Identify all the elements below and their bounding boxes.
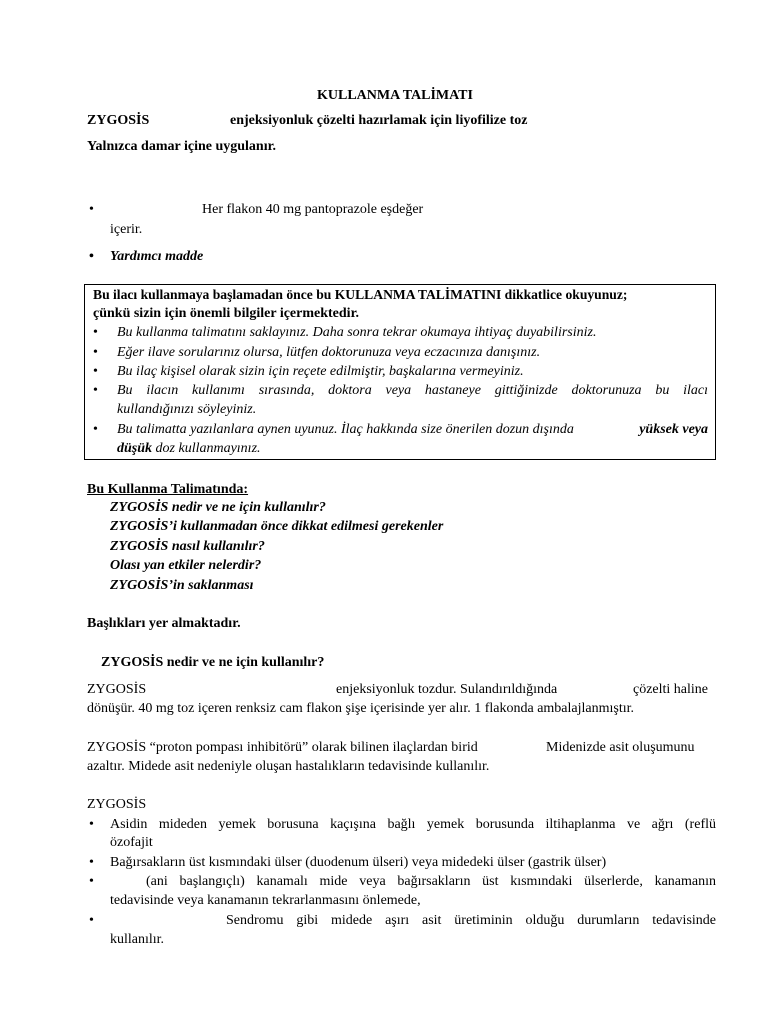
- bullet-marker: •: [89, 874, 94, 889]
- toc-item-4: Olası yan etkiler nelerdir?: [110, 558, 262, 573]
- section-1-heading: ZYGOSİS nedir ve ne için kullanılır?: [101, 655, 325, 670]
- product-name: ZYGOSİS: [87, 113, 150, 128]
- toc-item-5: ZYGOSİS’in saklanması: [110, 578, 254, 593]
- use-item-3: (ani başlangıçlı) kanamalı mide veya bağırsakların üst kısmındaki ülserlerde, kanamanın: [146, 874, 716, 889]
- notice-item-4-cont: kullandığınızı söyleyiniz.: [117, 402, 257, 417]
- notice-line-1: Bu ilacı kullanmaya başlamadan önce bu KULLANMA TALİMATINI dikkatlice okuyunuz;: [93, 287, 628, 302]
- toc-item-2: ZYGOSİS’i kullanmadan önce dikkat edilmesi gerekenler: [110, 519, 444, 534]
- para1-b: enjeksiyonluk tozdur. Sulandırıldığında: [336, 682, 558, 697]
- toc-footer: Başlıkları yer almaktadır.: [87, 616, 241, 631]
- notice-item-5-end: doz kullanmayınız.: [155, 441, 261, 456]
- use-item-4-cont: kullanılır.: [110, 932, 165, 947]
- notice-item-5-emph: yüksek veya: [639, 422, 708, 437]
- para2-b: Midenizde asit oluşumunu: [546, 740, 695, 755]
- bullet-marker: •: [89, 249, 94, 264]
- notice-item-5-cont: [117, 440, 261, 458]
- para2-line2: azaltır. Midede asit nedeniyle oluşan hastalıkların tedavisinde kullanılır.: [87, 759, 490, 774]
- route-text: Yalnızca damar içine uygulanır.: [87, 139, 277, 154]
- para1-c: çözelti haline: [633, 682, 709, 697]
- bullet-marker: •: [89, 202, 94, 217]
- notice-item-4: Bu ilacın kullanımı sırasında, doktora veya hastaneye gittiğinizde doktorunuza bu ilacı: [117, 383, 708, 398]
- notice-item-5-text: Bu talimatta yazılanlara aynen uyunuz. İlaç hakkında size önerilen dozun dışında: [117, 422, 574, 437]
- bullet-marker: •: [93, 383, 98, 398]
- bullet-marker: •: [89, 913, 94, 928]
- bullet-marker: •: [89, 855, 94, 870]
- para3: ZYGOSİS: [87, 797, 147, 812]
- notice-line-2: çünkü sizin için önemli bilgiler içermektedir.: [93, 306, 359, 321]
- para1-a: ZYGOSİS: [87, 682, 147, 697]
- bullet-marker: •: [93, 364, 98, 379]
- toc-item-1: ZYGOSİS nedir ve ne için kullanılır?: [110, 500, 326, 515]
- notice-item-5: [117, 421, 708, 439]
- notice-item-2: Eğer ilave sorularınız olursa, lütfen doktorunuza veya eczacınıza danışınız.: [117, 345, 541, 360]
- use-item-2: Bağırsakların üst kısmındaki ülser (duodenum ülseri) veya midedeki ülser (gastrik ülser): [110, 855, 607, 870]
- bullet-marker: •: [93, 325, 98, 340]
- active-ingredient-text: Her flakon 40 mg pantoprazole eşdeğer: [202, 202, 424, 217]
- bullet-marker: •: [89, 817, 94, 832]
- para2-a: ZYGOSİS “proton pompası inhibitörü” olarak bilinen ilaçlardan birid: [87, 740, 478, 755]
- bullet-marker: •: [93, 345, 98, 360]
- page-title: KULLANMA TALİMATI: [317, 88, 473, 103]
- bullet-marker: •: [93, 422, 98, 437]
- use-item-4: Sendromu gibi midede aşırı asit üretiminin olduğu durumların tedavisinde: [226, 913, 716, 928]
- product-form: enjeksiyonluk çözelti hazırlamak için liyofilize toz: [230, 113, 528, 128]
- active-ingredient-cont: içerir.: [110, 222, 143, 237]
- notice-item-3: Bu ilaç kişisel olarak sizin için reçete edilmiştir, başkalarına vermeyiniz.: [117, 364, 524, 379]
- notice-item-5-emph2: düşük: [117, 441, 153, 456]
- use-item-3-cont: tedavisinde veya kanamanın tekrarlanmasını önlemede,: [110, 893, 421, 908]
- use-item-1: Asidin mideden yemek borusuna kaçışına bağlı yemek borusunda iltihaplanma ve ağrı (reflü: [110, 817, 716, 832]
- excipient-label: Yardımcı madde: [110, 249, 204, 264]
- notice-item-1: Bu kullanma talimatını saklayınız. Daha sonra tekrar okumaya ihtiyaç duyabilirsiniz.: [117, 325, 597, 340]
- toc-heading: Bu Kullanma Talimatında:: [87, 482, 249, 497]
- use-item-1-cont: özofajit: [110, 835, 153, 850]
- toc-item-3: ZYGOSİS nasıl kullanılır?: [110, 539, 265, 554]
- para1-line2: dönüşür. 40 mg toz içeren renksiz cam flakon şişe içerisinde yer alır. 1 flakonda ambalajlanmıştır.: [87, 701, 635, 716]
